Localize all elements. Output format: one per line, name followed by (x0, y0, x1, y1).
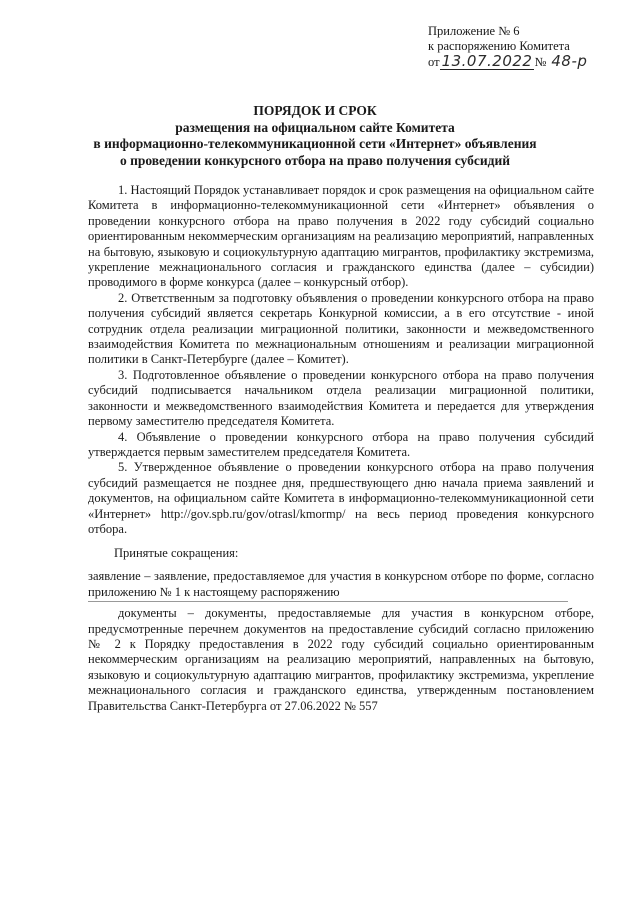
document-title (80, 103, 550, 169)
title-line-3: в информационно-телекоммуникационной сети «Интернет» объявления (93, 136, 537, 151)
handwritten-number: 48-р (551, 52, 588, 70)
abbreviation-application: заявление – заявление, предоставляемое для участия в конкурсном отборе по форме, согласно приложению № 1 к настоящему распоряжению (88, 569, 594, 599)
paragraph-5: 5. Утвержденное объявление о проведении конкурсного отбора на право получения субсидий размещается не позднее дня, предшествующего дню начала приема заявлений и документов, на официальном сайте Комитета в информационно-телекоммуникационной сети «Интернет» http://gov.spb.ru/gov/otrasl/kmormp/ на весь период проведения конкурсного отбора. (88, 460, 594, 536)
title-line-1: ПОРЯДОК И СРОК (253, 103, 377, 118)
date-prefix: от (428, 55, 440, 69)
title-line-2: размещения на официальном сайте Комитета (175, 119, 455, 135)
document-body (88, 183, 594, 537)
paragraph-4: 4. Объявление о проведении конкурсного отбора на право получения субсидий утверждается первым заместителем председателя Комитета. (88, 429, 594, 459)
appendix-label: Приложение № 6 (428, 24, 520, 38)
handwritten-date: 13.07.2022 (441, 52, 533, 70)
appendix-header (428, 24, 628, 70)
divider (88, 601, 568, 602)
number-sign: № (534, 55, 547, 69)
appendix-order-ref: к распоряжению Комитета (428, 39, 570, 53)
abbreviation-documents: документы – документы, предоставляемые для участия в конкурсном отборе, предусмотренные перечнем документов на предоставление субсидий согласно приложению № 2 к Порядку предоставления в 2022 году субсидий социально ориентированным некоммерческим организациям на реализацию мероприятий, направленных на бытовую, языковую и социокультурную адаптацию мигрантов, профилактику экстремизма, укрепление межнационального согласия и гражданского единства, утвержденным постановлением Правительства Санкт-Петербурга от 27.06.2022 № 557 (88, 606, 594, 713)
paragraph-1: 1. Настоящий Порядок устанавливает порядок и срок размещения на официальном сайте Комитета в информационно-телекоммуникационной сети «Интернет» объявления о проведении конкурсного отбора на право получения в 2022 году субсидий социально ориентированным некоммерческим организациям на реализацию мероприятий, направленных на бытовую, языковую и социокультурную адаптацию мигрантов, профилактику экстремизма, укрепление межнационального согласия и гражданского единства (далее – субсидии) проводимого в форме конкурса (далее – конкурсный отбор). (88, 183, 594, 290)
appendix-date-line (428, 54, 628, 70)
abbreviations-heading: Принятые сокращения: (114, 546, 239, 560)
paragraph-3: 3. Подготовленное объявление о проведении конкурсного отбора на право получения субсидий подписывается начальником отдела реализации миграционной политики, законности и межведомственного взаимодействия Комитета и передается для утверждения первому заместителю председателя Комитета. (88, 367, 594, 429)
title-line-4: о проведении конкурсного отбора на право получения субсидий (119, 152, 511, 168)
paragraph-2: 2. Ответственным за подготовку объявления о проведении конкурсного отбора на право получения субсидий является секретарь Конкурной комиссии, а в его отсутствие - иной сотрудник отдела реализации миграционной политики, законности и межведомственного взаимодействия Комитета по межнациональным отношениям и реализации миграционной политики в Санкт-Петербурге (далее – Комитет). (88, 290, 594, 367)
abbreviations-section (88, 546, 594, 714)
